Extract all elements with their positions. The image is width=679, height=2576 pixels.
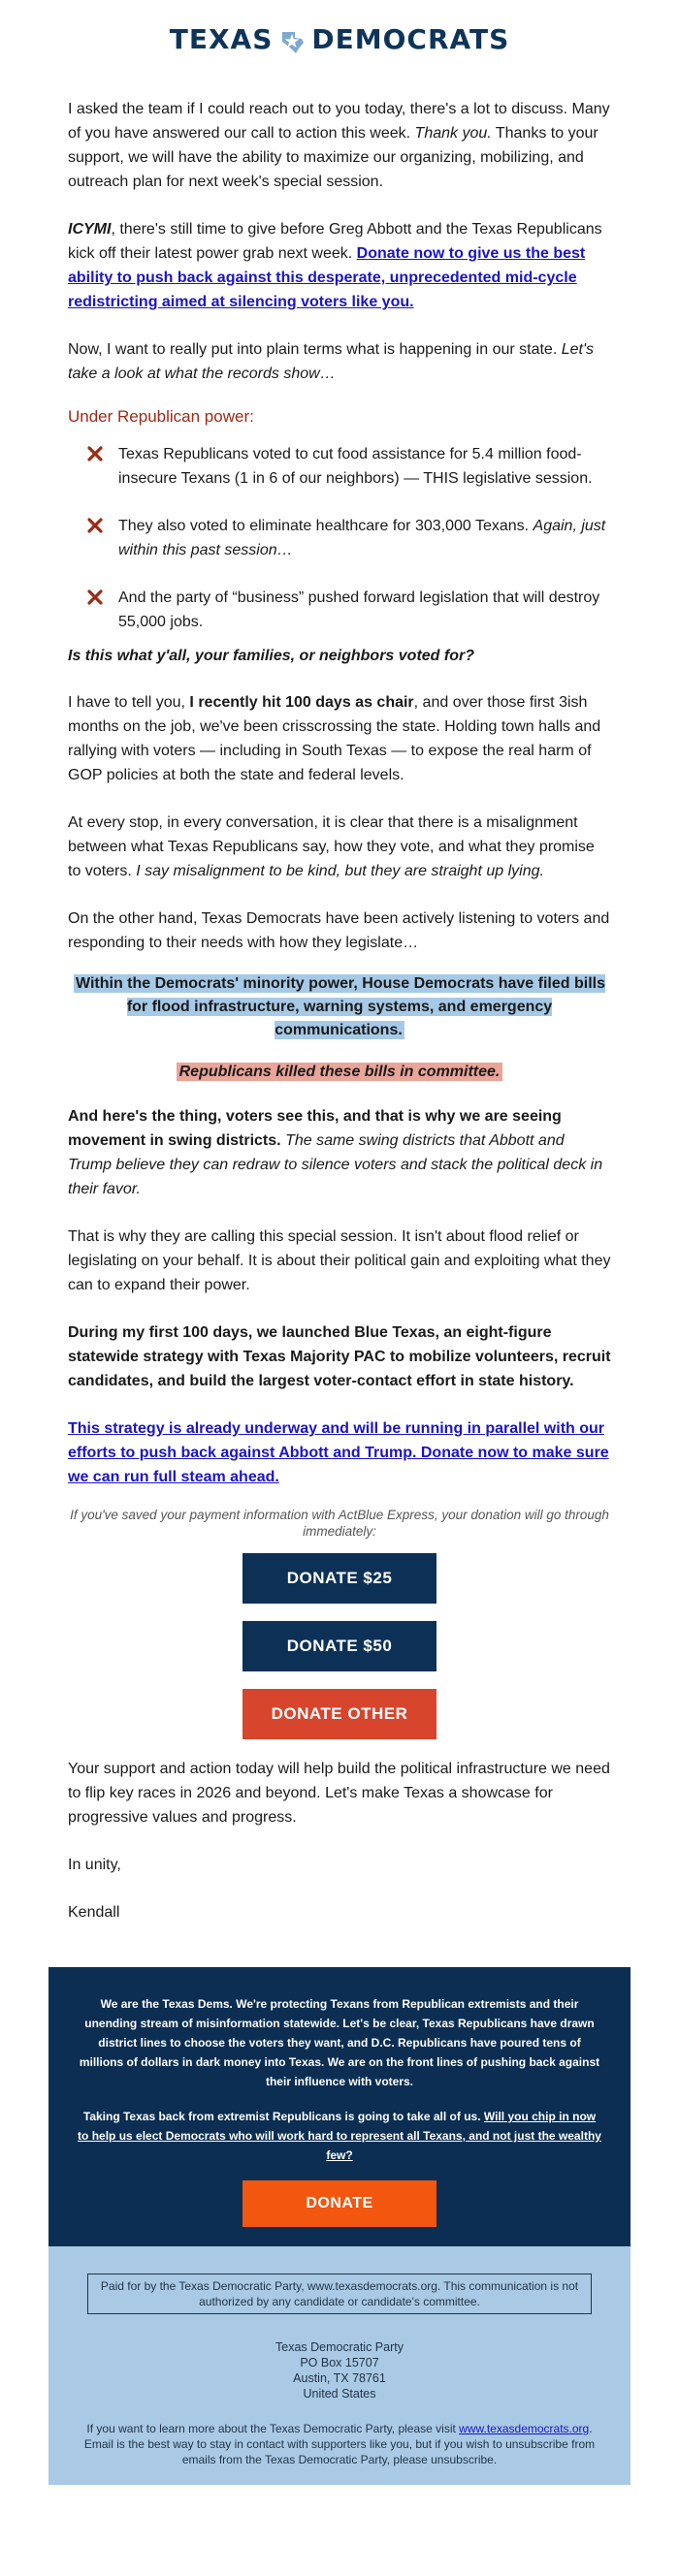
unsubscribe-text: [78, 2421, 601, 2467]
red-x-icon: [87, 446, 103, 461]
list-item: [87, 442, 611, 491]
bills-killed-text: Republicans killed these bills in committee.: [177, 1063, 503, 1081]
actblue-note: If you've saved your payment information with ActBlue Express, your donation will go through immediately:: [70, 1508, 609, 1539]
footer-chip-in-link[interactable]: Will you chip in now to help us elect Democrats who will work hard to represent all Texans, and not just the wealthy few?: [78, 2110, 601, 2162]
list-item-text: Texas Republicans voted to cut food assistance for 5.4 million food-insecure Texans (1 in 6 of our neighbors) — THIS legislative session.: [118, 446, 593, 487]
footer-about-text: We are the Texas Dems. We're protecting Texans from Republican extremists and their unending stream of misinformation statewide. Let's be clear, Texas Republicans have drawn district lines to choose the voters they want, and D.C. Republicans have poured tens of millions of dollars in dark money into Texas. We are on the front lines of pushing back against their influence with voters.: [79, 1997, 600, 2088]
paid-for-disclaimer: Paid for by the Texas Democratic Party, www.texasdemocrats.org. This communication is not authorized by any candidate or candidate's committee.: [87, 2274, 592, 2314]
listening-paragraph: On the other hand, Texas Democrats have been actively listening to voters and responding to their needs with how they legislate…: [68, 910, 610, 951]
signoff: In unity,: [68, 1857, 121, 1873]
list-item: [87, 586, 611, 634]
website-link[interactable]: www.texasdemocrats.org: [459, 2422, 590, 2435]
hundred-days-paragraph: [68, 690, 611, 787]
address-line: Texas Democratic Party: [275, 2340, 404, 2354]
footer-ask: [78, 2107, 601, 2165]
list-item-text: And the party of “business” pushed forward legislation that will destroy 55,000 jobs.: [118, 589, 600, 630]
intro-paragraph-1: [68, 97, 611, 194]
bills-filed-highlight: [68, 972, 611, 1042]
plain-terms-text: Now, I want to really put into plain terms what is happening in our state.: [68, 341, 558, 358]
intro-text: I asked the team if I could reach out to you today, there's a lot to discuss. Many of you have answered our call to action this week.: [68, 101, 610, 142]
texas-star-icon: [278, 28, 306, 55]
republican-power-title: Under Republican power:: [68, 407, 254, 426]
strategy-link-paragraph: [68, 1416, 611, 1489]
red-x-icon: [87, 589, 103, 605]
mailing-address: [78, 2339, 601, 2401]
intro-text-rest: Thanks to your support, we will have the ability to maximize our organizing, mobilizing, and outreach plan for next week's special session.: [68, 125, 598, 190]
republican-failures-list: [87, 442, 611, 634]
hundred-days-bold: I recently hit 100 days as chair: [189, 694, 414, 711]
thank-you-text: Thank you.: [414, 125, 492, 142]
logo-text-right: DEMOCRATS: [311, 22, 510, 55]
closing-paragraph: Your support and action today will help build the political infrastructure we need to flip key races in 2026 and beyond. Let's make Texas a showcase for progressive values and progress.: [68, 1761, 610, 1826]
list-item-main: They also voted to eliminate healthcare for 303,000 Texans.: [118, 518, 530, 534]
lying-text: I say misalignment to be kind, but they are straight up lying.: [136, 863, 544, 879]
blue-texas-paragraph: During my first 100 days, we launched Blue Texas, an eight-figure statewide strategy with Texas Majority PAC to mobilize volunteers, recruit candidates, and build the largest voter-contact effort in state history.: [68, 1324, 611, 1389]
strategy-donate-link[interactable]: This strategy is already underway and will be running in parallel with our efforts to push back against Abbott and Trump. Donate now to make sure we can run full steam ahead.: [68, 1420, 609, 1485]
donate-50-button[interactable]: DONATE $50: [242, 1621, 436, 1671]
donate-25-button[interactable]: DONATE $25: [242, 1553, 436, 1604]
donate-other-button[interactable]: DONATE OTHER: [242, 1689, 436, 1739]
voter-question: Is this what y'all, your families, or neighbors voted for?: [68, 648, 474, 664]
hundred-days-rest: , and over those first 3ish months on the job, we've been crisscrossing the state. Holding town halls and rallying with voters — including in South Texas — to expose the real harm of GOP policies at both the state and federal levels.: [68, 694, 601, 783]
list-item-text: [118, 514, 611, 562]
misalignment-paragraph: [68, 811, 611, 883]
special-session-paragraph: That is why they are calling this special session. It isn't about flood relief or legislating on your behalf. It is about their political gain and exploiting what they can to expand their power.: [68, 1228, 611, 1293]
address-line: United States: [303, 2387, 376, 2401]
address-line: Austin, TX 78761: [293, 2371, 386, 2385]
hundred-days-lead: I have to tell you,: [68, 694, 185, 711]
bills-killed-highlight: [68, 1064, 611, 1081]
swing-districts-paragraph: [68, 1104, 611, 1201]
misalignment-text: At every stop, in every conversation, it is clear that there is a misalignment between what Texas Republicans say, how they vote, and what they promise to voters.: [68, 814, 595, 879]
footer-donate-button[interactable]: DONATE: [242, 2180, 436, 2227]
swing-districts-bold: And here's the thing, voters see this, and that is why we are seeing movement in swing districts.: [68, 1108, 562, 1149]
icymi-text: , there's still time to give before Greg Abbott and the Texas Republicans kick off their latest power grab next week.: [68, 221, 602, 262]
texas-democrats-logo[interactable]: [0, 0, 679, 68]
icymi-paragraph: [68, 217, 611, 314]
bills-filed-text: Within the Democrats' minority power, House Democrats have filed bills for flood infrastructure, warning systems, and emergency communications.: [75, 975, 605, 1038]
unsub-lead: If you want to learn more about the Texas Democratic Party, please visit: [86, 2422, 456, 2435]
list-item: [87, 514, 611, 562]
footer-legal-section: [48, 2246, 630, 2485]
plain-terms-paragraph: [68, 337, 611, 386]
footer-ask-text: Taking Texas back from extremist Republicans is going to take all of us.: [82, 2110, 481, 2123]
icymi-label: ICYMI: [68, 221, 112, 238]
footer-about-section: [48, 1967, 630, 2246]
records-show-text: Let's take a look at what the records show…: [68, 341, 595, 382]
unsub-rest: . Email is the best way to stay in contact with supporters like you, but if you wish to unsubscribe from emails from the Texas Democratic Party, please unsubscribe.: [83, 2422, 596, 2466]
list-item-em: Again, just within this past session…: [118, 518, 606, 558]
logo-text-left: TEXAS: [169, 22, 274, 55]
red-x-icon: [87, 518, 103, 533]
signature-name: Kendall: [68, 1904, 120, 1921]
swing-districts-em: The same swing districts that Abbott and Trump believe they can redraw to silence voters and stack the political deck in their favor.: [68, 1132, 603, 1197]
donate-now-link[interactable]: Donate now to give us the best ability to push back against this desperate, unprecedented mid-cycle redistricting aimed at silencing voters like you.: [68, 245, 586, 310]
address-line: PO Box 15707: [300, 2356, 379, 2369]
